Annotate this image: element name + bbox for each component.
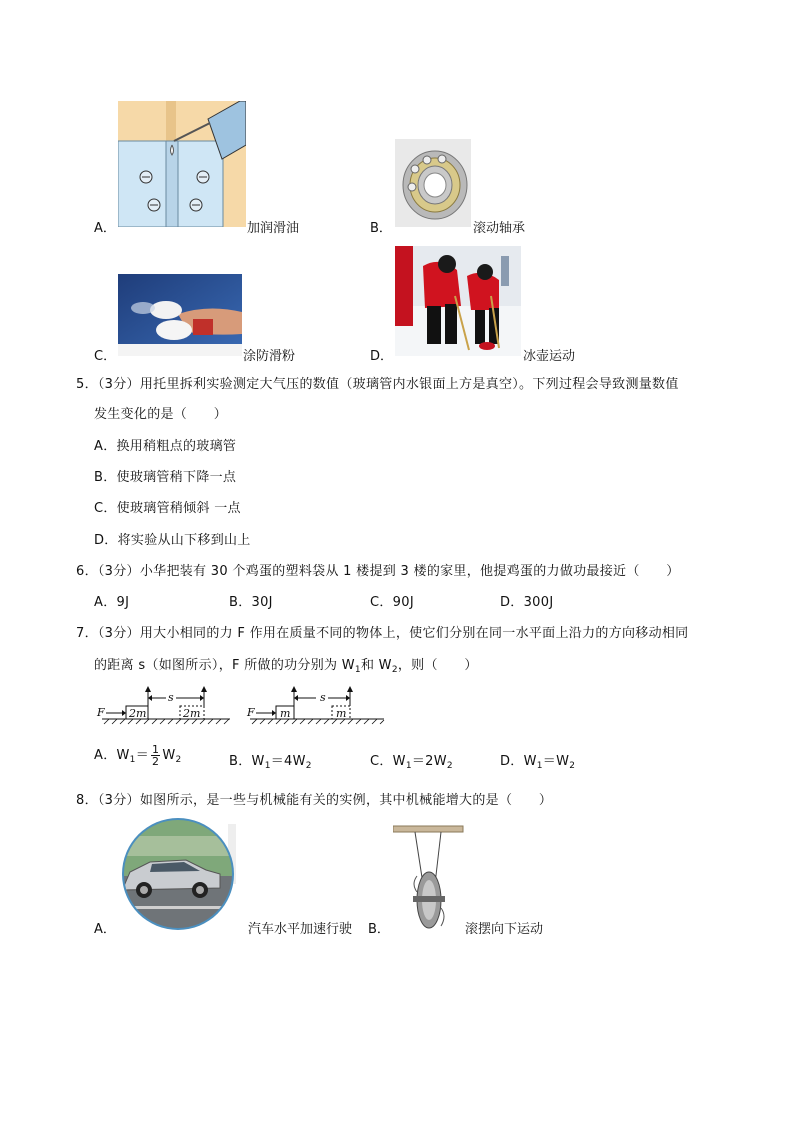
q5-option-d: D．将实验从山下移到山上 — [94, 533, 251, 548]
q4-option-b-text: 滚动轴承 — [473, 221, 526, 236]
q4-option-b-letter: B． — [370, 221, 392, 236]
q7-stem-line1: 7．（3分）用大小相同的力 F 作用在质量不同的物体上，使它们分别在同一水平面上沿力的方向移动相同 — [76, 626, 689, 641]
q7-option-a: A．$W_1=$ $\frac{1}{2}$ $W_2$ — [94, 743, 182, 768]
q6-option-b: B．30J — [229, 595, 273, 610]
q8-stem: 8．（3分）如图所示，是一些与机械能有关的实例，其中机械能增大的是（ ） — [76, 793, 553, 808]
q4-option-a-text: 加润滑油 — [247, 221, 300, 236]
q5-option-b: B．使玻璃管稍下降一点 — [94, 470, 237, 485]
car-accelerating-image — [120, 816, 236, 932]
q8-option-a-text: 汽车水平加速行驶 — [248, 922, 353, 937]
q8-option-a-letter: A． — [94, 922, 116, 937]
q4-option-c-letter: C． — [94, 349, 117, 364]
mass-label-2m-a: 2m — [129, 707, 147, 720]
q6-stem: 6．（3分）小华把装有 30 个鸡蛋的塑料袋从 1 楼提到 3 楼的家里，他提鸡蛋的力做功最接近（ ） — [76, 564, 680, 579]
mass-label-2m-b: 2m — [183, 707, 201, 720]
q4-option-d-text: 冰壶运动 — [523, 349, 576, 364]
q7-option-c: C．$W_1=2W_2$ — [370, 754, 453, 771]
q8-option-b-letter: B． — [368, 922, 390, 937]
curling-image — [395, 246, 521, 356]
q5-stem-line2: 发生变化的是（ ） — [94, 407, 228, 422]
force-distance-diagram — [94, 686, 386, 730]
q4-option-a-letter: A． — [94, 221, 116, 236]
q5-stem-line1: 5．（3分）用托里拆利实验测定大气压的数值（玻璃管内水银面上方是真空）。下列过程会导致测量数值 — [76, 377, 679, 392]
q6-option-a: A．9J — [94, 595, 130, 610]
distance-label-1: s — [168, 691, 174, 704]
q6-option-c: C．90J — [370, 595, 414, 610]
hinge-oil-image — [118, 101, 246, 227]
rolling-bearing-image — [395, 139, 471, 227]
force-label-1: F — [97, 706, 105, 719]
mass-label-m-b: m — [336, 707, 347, 720]
q4-option-c-text: 涂防滑粉 — [243, 349, 296, 364]
q4-option-d-letter: D． — [370, 349, 394, 364]
rolling-pendulum-image — [393, 824, 465, 936]
q5-option-c: C．使玻璃管稍倾斜 一点 — [94, 501, 241, 516]
q5-option-a: A．换用稍粗点的玻璃管 — [94, 439, 237, 454]
q8-option-b-text: 滚摆向下运动 — [465, 922, 544, 937]
q7-stem-line2: 的距离 s（如图所示），F 所做的功分别为 $W_1$和 $W_2$，则（ ） — [94, 658, 478, 675]
force-label-2: F — [247, 706, 255, 719]
q7-option-b: B．$W_1=4W_2$ — [229, 754, 312, 771]
q6-option-d: D．300J — [500, 595, 554, 610]
q7-option-d: D．$W_1=W_2$ — [500, 754, 576, 771]
distance-label-2: s — [320, 691, 326, 704]
mass-label-m-a: m — [280, 707, 291, 720]
chalk-hands-image — [118, 274, 242, 356]
